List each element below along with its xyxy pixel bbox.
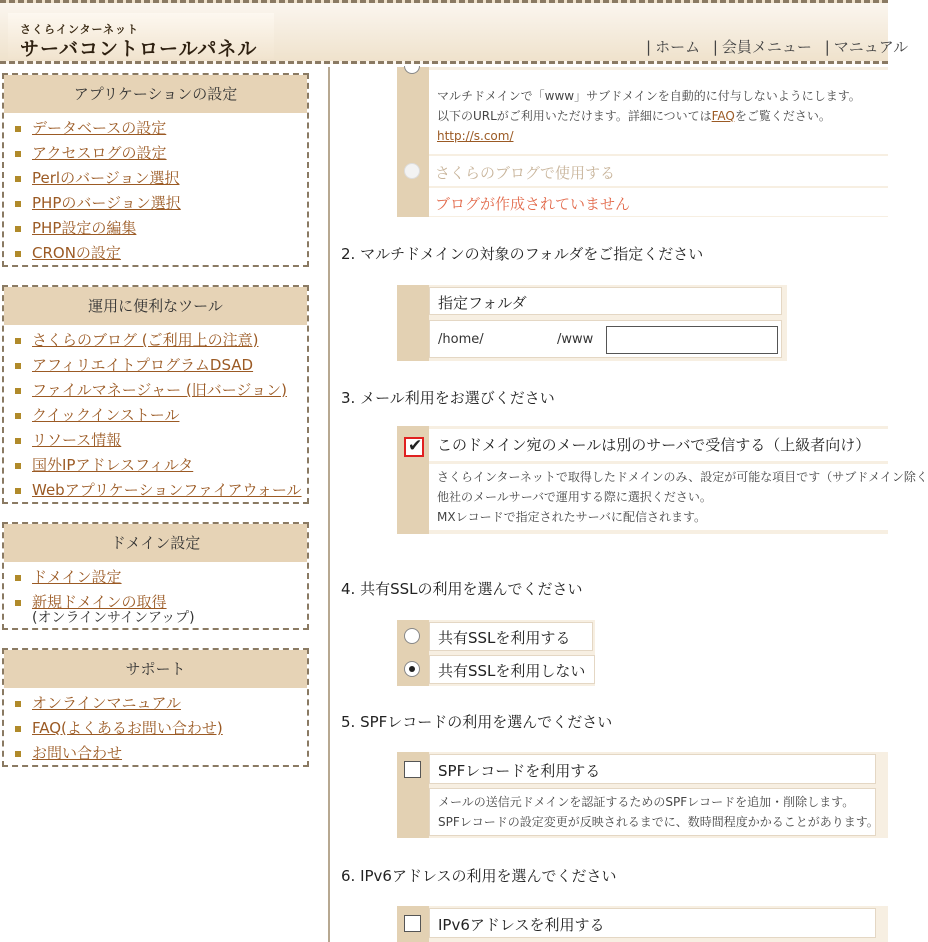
sidebar-item-perl-version bbox=[4, 166, 307, 191]
sidebar-link-access-log[interactable]: アクセスログの設定 bbox=[32, 144, 167, 162]
mail-desc-line1: さくらインターネットで取得したドメインのみ、設定が可能な項目です（サブドメイン除く bbox=[437, 470, 928, 484]
ssl-use-row bbox=[429, 622, 593, 651]
blog-option-row bbox=[429, 156, 888, 186]
mail-desc-line3: MXレコードで指定されたサーバに配信されます。 bbox=[437, 510, 707, 524]
logo-product-name: サーバコントロールパネル bbox=[20, 38, 258, 60]
sidebar-section-title: 運用に便利なツール bbox=[4, 287, 307, 325]
sidebar-link-domain-settings[interactable]: ドメイン設定 bbox=[32, 568, 122, 586]
www-option-desc-line1: マルチドメインで「www」サブドメインを自動的に付与しないようにします。 bbox=[437, 89, 861, 103]
section-heading-ssl: 4. 共有SSLの利用を選んでください bbox=[341, 580, 583, 598]
section-heading-folder: 2. マルチドメインの対象のフォルダをご指定ください bbox=[341, 245, 704, 263]
sidebar-link-new-domain[interactable]: 新規ドメインの取得 bbox=[32, 593, 167, 611]
mail-desc-box bbox=[429, 464, 928, 530]
ssl-nouse-radio[interactable] bbox=[404, 661, 420, 677]
sidebar-link-resource-info[interactable]: リソース情報 bbox=[32, 431, 122, 449]
sidebar-section-title: アプリケーションの設定 bbox=[4, 75, 307, 113]
bullet-icon bbox=[15, 363, 21, 369]
sidebar-item-waf bbox=[4, 478, 307, 503]
sidebar-link-cron[interactable]: CRONの設定 bbox=[32, 244, 121, 262]
bullet-icon bbox=[15, 126, 21, 132]
sidebar-section-title: サポート bbox=[4, 650, 307, 688]
sidebar-item-contact bbox=[4, 741, 307, 766]
sidebar-link-php-settings[interactable]: PHP設定の編集 bbox=[32, 219, 137, 237]
folder-path-prefix: /home/ bbox=[438, 332, 484, 347]
spf-option-row bbox=[429, 754, 876, 784]
ssl-nouse-row bbox=[429, 655, 595, 684]
www-desc-suffix: をご覧ください。 bbox=[734, 109, 831, 123]
www-option-desc-box bbox=[429, 70, 888, 154]
folder-title: 指定フォルダ bbox=[438, 294, 527, 312]
section-heading-ipv6: 6. IPv6アドレスの利用を選んでください bbox=[341, 867, 617, 885]
bullet-icon bbox=[15, 463, 21, 469]
bullet-icon bbox=[15, 413, 21, 419]
nav-separator: | bbox=[646, 38, 652, 56]
sidebar-link-ip-filter[interactable]: 国外IPアドレスフィルタ bbox=[32, 456, 194, 474]
sidebar-item-cron bbox=[4, 241, 307, 266]
spf-option-label: SPFレコードを利用する bbox=[438, 762, 601, 780]
ipv6-checkbox[interactable] bbox=[404, 915, 421, 932]
bullet-icon bbox=[15, 575, 21, 581]
folder-name-input[interactable] bbox=[606, 326, 778, 354]
sidebar-item-faq bbox=[4, 716, 307, 741]
nav-member-menu-link[interactable]: 会員メニュー bbox=[721, 38, 812, 56]
main-divider bbox=[328, 67, 330, 942]
blog-error-row bbox=[429, 188, 888, 216]
sidebar-link-file-manager[interactable]: ファイルマネージャー (旧バージョン) bbox=[32, 381, 287, 399]
page-header bbox=[0, 0, 909, 64]
nav-manual-link[interactable]: マニュアル bbox=[833, 38, 909, 56]
blog-option-radio[interactable] bbox=[404, 163, 420, 179]
spf-checkbox[interactable] bbox=[404, 761, 421, 778]
spf-desc-line2: SPFレコードの設定変更が反映されるまでに、数時間程度かかることがあります。 bbox=[438, 815, 879, 829]
sidebar-link-waf[interactable]: Webアプリケーションファイアウォール bbox=[32, 481, 302, 499]
bullet-icon bbox=[15, 251, 21, 257]
bullet-icon bbox=[15, 701, 21, 707]
www-desc-prefix: 以下のURLがご利用いただけます。詳細については bbox=[437, 109, 712, 123]
sidebar-item-database bbox=[4, 116, 307, 141]
sidebar-link-contact[interactable]: お問い合わせ bbox=[32, 744, 123, 762]
spf-desc-box bbox=[429, 788, 879, 836]
mail-option-row bbox=[429, 429, 888, 461]
bullet-icon bbox=[15, 726, 21, 732]
sidebar-item-file-manager bbox=[4, 378, 307, 403]
section-heading-spf: 5. SPFレコードの利用を選んでください bbox=[341, 713, 613, 731]
sidebar-link-affiliate[interactable]: アフィリエイトプログラムDSAD bbox=[32, 356, 254, 374]
option-gutter bbox=[397, 285, 429, 361]
sidebar-item-blog bbox=[4, 328, 307, 353]
sidebar-item-online-manual bbox=[4, 691, 307, 716]
mail-option-label: このドメイン宛のメールは別のサーバで受信する（上級者向け） bbox=[437, 436, 871, 454]
bullet-icon bbox=[15, 600, 21, 606]
section-heading-mail: 3. メール利用をお選びください bbox=[341, 389, 555, 407]
bullet-icon bbox=[15, 226, 21, 232]
www-example-url-link[interactable]: http://s.com/ bbox=[437, 129, 514, 143]
faq-link[interactable]: FAQ bbox=[711, 109, 735, 123]
sidebar-link-faq[interactable]: FAQ(よくあるお問い合わせ) bbox=[32, 719, 223, 737]
spf-desc-line1: メールの送信元ドメインを認証するためのSPFレコードを追加・削除します。 bbox=[438, 795, 855, 809]
blog-error-message: ブログが作成されていません bbox=[435, 195, 631, 213]
sidebar-link-blog[interactable]: さくらのブログ (ご利用上の注意) bbox=[32, 331, 259, 349]
folder-input-row bbox=[429, 320, 782, 358]
checkmark-icon: ✔ bbox=[408, 436, 423, 456]
sidebar-note-online-signup: (オンラインサインアップ) bbox=[32, 610, 195, 626]
logo[interactable] bbox=[8, 13, 274, 59]
sidebar-link-php-version[interactable]: PHPのバージョン選択 bbox=[32, 194, 181, 212]
ipv6-option-label: IPv6アドレスを利用する bbox=[438, 916, 605, 934]
bullet-icon bbox=[15, 388, 21, 394]
folder-path-suffix: /www bbox=[557, 332, 594, 347]
sidebar-item-access-log bbox=[4, 141, 307, 166]
ssl-use-radio[interactable] bbox=[404, 628, 420, 644]
bullet-icon bbox=[15, 151, 21, 157]
sidebar-section-domain bbox=[2, 522, 309, 630]
ssl-use-label: 共有SSLを利用する bbox=[438, 629, 571, 647]
bullet-icon bbox=[15, 751, 21, 757]
ipv6-option-row bbox=[429, 908, 876, 938]
sidebar-link-quick-install[interactable]: クイックインストール bbox=[32, 406, 180, 424]
bullet-icon bbox=[15, 438, 21, 444]
sidebar-section-tools bbox=[2, 285, 309, 504]
mail-desc-line2: 他社のメールサーバで運用する際に選択ください。 bbox=[437, 490, 712, 504]
sidebar-item-ip-filter bbox=[4, 453, 307, 478]
ssl-nouse-label: 共有SSLを利用しない bbox=[438, 662, 586, 680]
sidebar-link-perl-version[interactable]: Perlのバージョン選択 bbox=[32, 169, 180, 187]
sidebar-item-php-settings bbox=[4, 216, 307, 241]
bullet-icon bbox=[15, 488, 21, 494]
www-option-desc-line2 bbox=[437, 106, 888, 126]
folder-title-row bbox=[429, 287, 782, 315]
sidebar-item-domain-settings bbox=[4, 565, 307, 590]
option-gutter bbox=[397, 67, 429, 217]
blog-option-label: さくらのブログで使用する bbox=[435, 164, 616, 182]
bullet-icon bbox=[15, 176, 21, 182]
sidebar-item-php-version bbox=[4, 191, 307, 216]
nav-separator: | bbox=[712, 38, 718, 56]
header-nav bbox=[646, 36, 916, 57]
logo-company-name: さくらインターネット bbox=[20, 23, 140, 36]
www-option-url-line bbox=[437, 126, 888, 146]
bullet-icon bbox=[15, 338, 21, 344]
sidebar-link-online-manual[interactable]: オンラインマニュアル bbox=[32, 694, 181, 712]
nav-separator: | bbox=[824, 38, 830, 56]
sidebar-item-quick-install bbox=[4, 403, 307, 428]
mail-external-checkbox[interactable] bbox=[404, 437, 424, 457]
sidebar-section-support bbox=[2, 648, 309, 767]
bullet-icon bbox=[15, 201, 21, 207]
sidebar-item-affiliate bbox=[4, 353, 307, 378]
sidebar-section-app-settings bbox=[2, 73, 309, 267]
nav-home-link[interactable]: ホーム bbox=[655, 38, 701, 56]
sidebar-link-database[interactable]: データベースの設定 bbox=[32, 119, 167, 137]
sidebar-item-new-domain bbox=[4, 590, 307, 625]
sidebar-item-resource-info bbox=[4, 428, 307, 453]
sidebar-section-title: ドメイン設定 bbox=[4, 524, 307, 562]
